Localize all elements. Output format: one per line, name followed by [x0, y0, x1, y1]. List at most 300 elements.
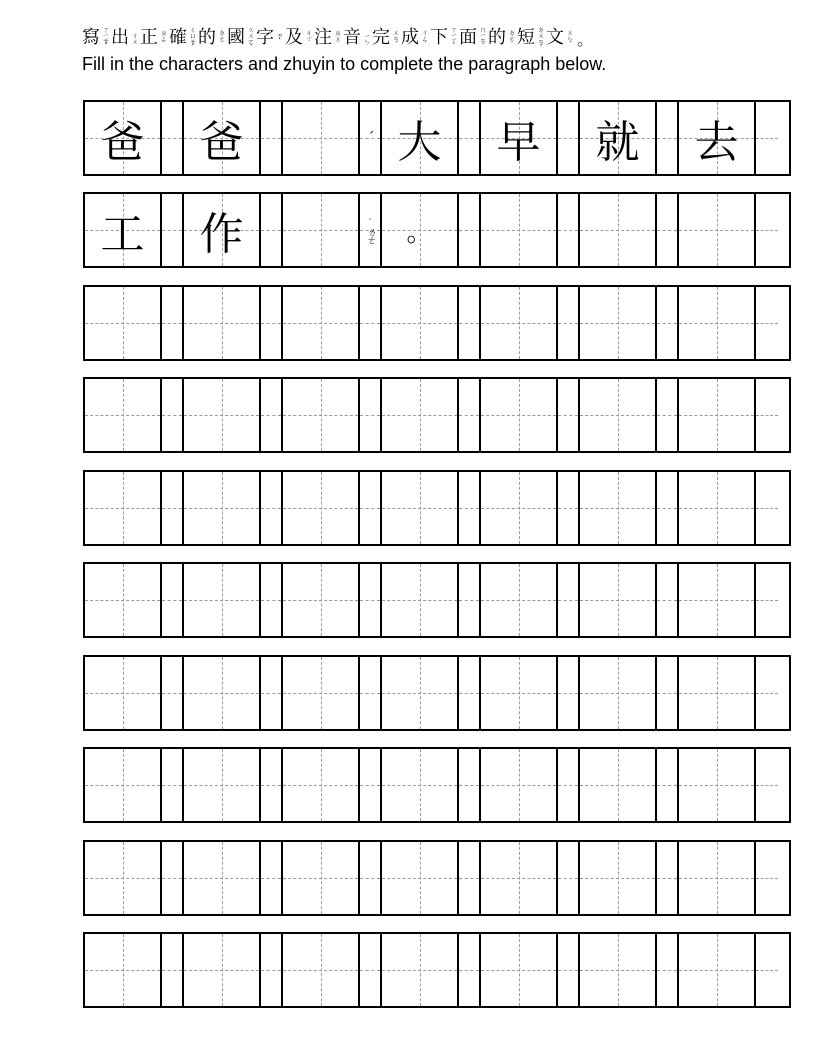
character-text: 大	[397, 117, 442, 168]
character-box[interactable]	[679, 102, 754, 174]
character-text	[184, 934, 259, 1006]
instruction-char-text: 國	[227, 27, 245, 48]
character-text	[85, 379, 160, 451]
zhuyin-text	[261, 194, 281, 266]
character-text	[85, 749, 160, 821]
instruction-char-text: 及	[285, 27, 303, 48]
instruction-char-text: 正	[140, 27, 158, 48]
zhuyin-box[interactable]	[160, 287, 184, 359]
instruction-zhuyin: ㄔㄥˊ	[421, 28, 429, 48]
zhuyin-box[interactable]	[259, 102, 283, 174]
character-box[interactable]	[85, 194, 160, 266]
writing-cell	[580, 934, 679, 1006]
zhuyin-text	[657, 379, 677, 451]
instruction-zhuyin: ㄓㄥˋ	[160, 28, 168, 48]
zhuyin-box[interactable]	[556, 564, 580, 636]
zhuyin-box[interactable]	[259, 842, 283, 914]
zhuyin-box[interactable]	[655, 379, 679, 451]
instruction-zhuyin: ㄨㄣˊ	[566, 28, 574, 48]
character-box[interactable]	[283, 102, 358, 174]
character-box[interactable]	[283, 934, 358, 1006]
zhuyin-box[interactable]	[259, 287, 283, 359]
zhuyin-box[interactable]	[457, 194, 481, 266]
writing-cell	[679, 194, 778, 266]
character-box[interactable]	[679, 194, 754, 266]
zhuyin-box[interactable]	[556, 472, 580, 544]
instruction-char	[227, 26, 256, 51]
zhuyin-box[interactable]	[259, 934, 283, 1006]
writing-cell	[382, 194, 481, 266]
writing-cell	[85, 102, 184, 174]
zhuyin-box[interactable]	[457, 934, 481, 1006]
character-text	[481, 842, 556, 914]
zhuyin-box[interactable]	[358, 749, 382, 821]
zhuyin-box[interactable]	[556, 287, 580, 359]
character-box[interactable]	[679, 934, 754, 1006]
writing-cell	[481, 287, 580, 359]
instruction-zhuyin: ㄉㄜ˙	[218, 28, 226, 48]
character-text	[283, 564, 358, 636]
character-box[interactable]	[382, 564, 457, 636]
instruction-char	[343, 29, 372, 47]
zhuyin-box[interactable]	[655, 657, 679, 729]
zhuyin-box[interactable]	[358, 842, 382, 914]
writing-cell	[85, 194, 184, 266]
zhuyin-text	[756, 657, 778, 729]
character-text	[481, 194, 556, 266]
instruction-char	[285, 29, 314, 47]
zhuyin-text	[162, 287, 182, 359]
zhuyin-box[interactable]	[160, 102, 184, 174]
character-box[interactable]	[580, 842, 655, 914]
writing-cell	[679, 934, 778, 1006]
character-text	[580, 379, 655, 451]
writing-cell	[382, 842, 481, 914]
zhuyin-text	[459, 842, 479, 914]
zhuyin-text	[459, 934, 479, 1006]
zhuyin-box[interactable]	[457, 564, 481, 636]
writing-cell	[184, 749, 283, 821]
zhuyin-box[interactable]	[457, 102, 481, 174]
character-text	[85, 934, 160, 1006]
character-box[interactable]	[382, 657, 457, 729]
zhuyin-box[interactable]	[754, 287, 778, 359]
zhuyin-text	[657, 657, 677, 729]
character-box[interactable]	[481, 379, 556, 451]
zhuyin-box[interactable]	[556, 194, 580, 266]
writing-cell	[481, 842, 580, 914]
character-box[interactable]	[382, 842, 457, 914]
character-box[interactable]	[283, 842, 358, 914]
zhuyin-box[interactable]	[655, 194, 679, 266]
grid-row	[83, 562, 791, 638]
zhuyin-text	[657, 287, 677, 359]
zhuyin-box[interactable]	[754, 657, 778, 729]
zhuyin-box[interactable]	[358, 934, 382, 1006]
zhuyin-box[interactable]	[655, 472, 679, 544]
zhuyin-box[interactable]	[754, 842, 778, 914]
character-box[interactable]	[481, 564, 556, 636]
zhuyin-text	[558, 657, 578, 729]
character-box[interactable]	[580, 379, 655, 451]
zhuyin-text	[360, 379, 380, 451]
instruction-char	[314, 29, 343, 48]
zhuyin-box[interactable]	[655, 934, 679, 1006]
character-box[interactable]	[382, 379, 457, 451]
zhuyin-box[interactable]	[160, 194, 184, 266]
writing-cell	[85, 379, 184, 451]
character-box[interactable]	[481, 194, 556, 266]
zhuyin-box[interactable]	[259, 564, 283, 636]
zhuyin-text	[657, 934, 677, 1006]
writing-cell	[382, 379, 481, 451]
character-box[interactable]	[283, 564, 358, 636]
zhuyin-text	[261, 749, 281, 821]
zhuyin-box[interactable]	[556, 749, 580, 821]
character-box[interactable]	[481, 749, 556, 821]
writing-cell	[679, 287, 778, 359]
instruction-char	[546, 29, 575, 48]
zhuyin-text	[657, 472, 677, 544]
character-box[interactable]	[481, 472, 556, 544]
character-box[interactable]	[382, 194, 457, 266]
character-box[interactable]	[382, 287, 457, 359]
character-box[interactable]	[382, 749, 457, 821]
writing-cell	[85, 657, 184, 729]
zhuyin-text	[756, 749, 778, 821]
grid-row	[83, 192, 791, 268]
character-box[interactable]	[382, 472, 457, 544]
zhuyin-box[interactable]	[556, 657, 580, 729]
instruction-char	[488, 29, 517, 48]
character-text	[481, 657, 556, 729]
grid-row	[83, 747, 791, 823]
character-box[interactable]	[481, 842, 556, 914]
writing-cell	[679, 842, 778, 914]
character-box[interactable]	[283, 379, 358, 451]
zhuyin-box[interactable]	[160, 749, 184, 821]
zhuyin-box[interactable]	[556, 102, 580, 174]
writing-cell	[283, 934, 382, 1006]
instruction-char-text: 寫	[82, 26, 100, 48]
zhuyin-text	[261, 934, 281, 1006]
zhuyin-text	[657, 102, 677, 174]
character-box[interactable]	[85, 842, 160, 914]
zhuyin-box[interactable]	[457, 842, 481, 914]
character-box[interactable]	[184, 749, 259, 821]
character-text	[679, 842, 754, 914]
zhuyin-box[interactable]	[655, 564, 679, 636]
writing-cell	[580, 564, 679, 636]
zhuyin-text	[162, 194, 182, 266]
character-box[interactable]	[85, 934, 160, 1006]
character-box[interactable]	[679, 749, 754, 821]
character-box[interactable]	[283, 749, 358, 821]
instruction-char	[459, 26, 488, 50]
zhuyin-text	[756, 564, 778, 636]
character-text	[580, 564, 655, 636]
zhuyin-box[interactable]	[655, 749, 679, 821]
instruction-char	[198, 29, 227, 48]
zhuyin-box[interactable]	[358, 379, 382, 451]
zhuyin-box[interactable]	[358, 194, 382, 266]
zhuyin-text	[657, 749, 677, 821]
instruction-zhuyin: ㄒㄧㄚˋ	[450, 26, 458, 50]
character-box[interactable]	[85, 102, 160, 174]
character-text	[580, 934, 655, 1006]
writing-cell	[481, 472, 580, 544]
zhuyin-box[interactable]	[754, 379, 778, 451]
character-box[interactable]	[184, 472, 259, 544]
character-box[interactable]	[580, 657, 655, 729]
writing-cell	[580, 102, 679, 174]
instruction-char	[140, 29, 169, 48]
character-text	[85, 287, 160, 359]
character-box[interactable]	[580, 102, 655, 174]
zhuyin-box[interactable]	[655, 102, 679, 174]
zhuyin-box[interactable]	[259, 657, 283, 729]
character-box[interactable]	[85, 749, 160, 821]
zhuyin-box[interactable]	[160, 934, 184, 1006]
character-text	[481, 564, 556, 636]
zhuyin-box[interactable]	[556, 934, 580, 1006]
zhuyin-box[interactable]	[457, 657, 481, 729]
zhuyin-box[interactable]	[754, 194, 778, 266]
character-text	[184, 379, 259, 451]
grid-row	[83, 840, 791, 916]
zhuyin-text	[459, 749, 479, 821]
instruction-char-text: 的	[198, 27, 216, 48]
character-box[interactable]	[481, 102, 556, 174]
zhuyin-box[interactable]	[160, 379, 184, 451]
writing-cell	[481, 749, 580, 821]
zhuyin-box[interactable]	[457, 472, 481, 544]
character-text: 作	[199, 209, 244, 260]
instruction-zhuyin: ㄇㄧㄢˋ	[479, 26, 487, 50]
character-box[interactable]	[184, 287, 259, 359]
zhuyin-box[interactable]	[358, 564, 382, 636]
writing-cell	[580, 749, 679, 821]
character-text	[85, 842, 160, 914]
character-box[interactable]	[679, 657, 754, 729]
character-text	[382, 749, 457, 821]
character-box[interactable]	[580, 287, 655, 359]
character-box[interactable]	[184, 842, 259, 914]
zhuyin-box[interactable]	[358, 657, 382, 729]
character-box[interactable]	[679, 842, 754, 914]
zhuyin-box[interactable]	[457, 379, 481, 451]
character-box[interactable]	[85, 564, 160, 636]
zhuyin-box[interactable]	[358, 287, 382, 359]
character-box[interactable]	[85, 379, 160, 451]
character-box[interactable]	[580, 749, 655, 821]
character-text	[283, 934, 358, 1006]
zhuyin-text	[756, 472, 778, 544]
character-box[interactable]	[481, 657, 556, 729]
instruction-char-text: 的	[488, 27, 506, 48]
character-text	[679, 287, 754, 359]
writing-cell	[580, 657, 679, 729]
writing-cell	[85, 472, 184, 544]
writing-cell	[283, 472, 382, 544]
character-text	[382, 287, 457, 359]
character-box[interactable]	[679, 564, 754, 636]
zhuyin-text	[459, 564, 479, 636]
zhuyin-text	[756, 842, 778, 914]
character-box[interactable]	[184, 934, 259, 1006]
zhuyin-box[interactable]	[754, 564, 778, 636]
character-text	[184, 657, 259, 729]
zhuyin-text	[261, 379, 281, 451]
grid-row	[83, 932, 791, 1008]
zhuyin-text	[558, 472, 578, 544]
character-box[interactable]	[184, 379, 259, 451]
writing-cell	[580, 472, 679, 544]
character-box[interactable]	[580, 934, 655, 1006]
character-text	[382, 564, 457, 636]
writing-cell	[382, 934, 481, 1006]
character-box[interactable]	[184, 564, 259, 636]
instruction-char	[517, 26, 546, 51]
character-text	[184, 842, 259, 914]
writing-cell	[382, 749, 481, 821]
character-box[interactable]	[283, 657, 358, 729]
character-text	[85, 564, 160, 636]
writing-cell	[283, 102, 382, 174]
writing-cell	[283, 842, 382, 914]
writing-cell	[481, 194, 580, 266]
instruction-zhuyin: ㄔㄨ	[131, 32, 139, 44]
character-box[interactable]	[679, 472, 754, 544]
character-text	[184, 472, 259, 544]
zhuyin-box[interactable]	[556, 842, 580, 914]
character-text	[679, 657, 754, 729]
zhuyin-box[interactable]	[754, 749, 778, 821]
instruction-zhuyin: ㄒㄧㄝˇ	[102, 26, 110, 50]
zhuyin-box[interactable]	[259, 472, 283, 544]
writing-cell	[679, 564, 778, 636]
writing-cell	[481, 379, 580, 451]
character-box[interactable]	[184, 102, 259, 174]
zhuyin-box[interactable]	[556, 379, 580, 451]
instruction-zhuyin: ㄉㄨㄢˇ	[537, 25, 545, 51]
zhuyin-text	[360, 934, 380, 1006]
character-box[interactable]	[580, 564, 655, 636]
zhuyin-text	[360, 749, 380, 821]
zhuyin-box[interactable]	[754, 934, 778, 1006]
character-text: 工	[100, 209, 145, 260]
zhuyin-text	[261, 842, 281, 914]
writing-cell	[283, 749, 382, 821]
character-box[interactable]	[580, 194, 655, 266]
zhuyin-box[interactable]	[655, 287, 679, 359]
character-box[interactable]	[481, 934, 556, 1006]
character-box[interactable]	[283, 287, 358, 359]
zhuyin-text	[360, 842, 380, 914]
zhuyin-text	[162, 657, 182, 729]
character-text	[679, 194, 754, 266]
character-box[interactable]	[580, 472, 655, 544]
writing-cell	[679, 657, 778, 729]
character-box[interactable]	[85, 657, 160, 729]
zhuyin-box[interactable]	[655, 842, 679, 914]
zhuyin-box[interactable]	[160, 472, 184, 544]
instruction-char	[82, 26, 111, 50]
character-text	[184, 749, 259, 821]
zhuyin-box[interactable]	[754, 102, 778, 174]
character-text	[283, 472, 358, 544]
writing-cell	[382, 287, 481, 359]
zhuyin-box[interactable]	[259, 379, 283, 451]
zhuyin-box[interactable]	[160, 842, 184, 914]
instruction-char-text: 確	[169, 27, 187, 48]
writing-cell	[85, 749, 184, 821]
instruction-char	[430, 26, 459, 50]
character-text	[679, 564, 754, 636]
instruction-char	[401, 29, 430, 48]
grid-row	[83, 655, 791, 731]
zhuyin-box[interactable]	[754, 472, 778, 544]
character-box[interactable]	[679, 379, 754, 451]
character-box[interactable]	[184, 194, 259, 266]
writing-cell	[184, 287, 283, 359]
instruction-char-text: 完	[372, 27, 390, 48]
writing-cell	[85, 842, 184, 914]
zhuyin-box[interactable]	[160, 564, 184, 636]
character-box[interactable]	[481, 287, 556, 359]
zhuyin-text	[459, 287, 479, 359]
zhuyin-text	[459, 194, 479, 266]
character-text	[283, 657, 358, 729]
zhuyin-text	[558, 102, 578, 174]
character-box[interactable]	[382, 102, 457, 174]
zhuyin-box[interactable]	[259, 194, 283, 266]
instruction-char-text: 文	[546, 27, 564, 48]
character-box[interactable]	[85, 472, 160, 544]
writing-cell	[382, 102, 481, 174]
character-text: 早	[496, 117, 541, 168]
zhuyin-text	[162, 749, 182, 821]
writing-cell	[184, 194, 283, 266]
zhuyin-box[interactable]	[457, 287, 481, 359]
character-box[interactable]	[184, 657, 259, 729]
zhuyin-text	[162, 472, 182, 544]
character-box[interactable]	[283, 194, 358, 266]
instruction-char	[111, 29, 140, 47]
zhuyin-box[interactable]	[358, 472, 382, 544]
zhuyin-text	[360, 564, 380, 636]
zhuyin-box[interactable]	[160, 657, 184, 729]
character-text	[580, 657, 655, 729]
zhuyin-box[interactable]	[358, 102, 382, 174]
character-box[interactable]	[679, 287, 754, 359]
character-text	[580, 194, 655, 266]
character-box[interactable]	[283, 472, 358, 544]
zhuyin-text	[657, 564, 677, 636]
instruction-zhuyin: ㄧㄣ	[363, 32, 371, 44]
instruction-char	[372, 29, 401, 48]
zhuyin-box[interactable]	[457, 749, 481, 821]
character-text	[382, 472, 457, 544]
character-box[interactable]	[382, 934, 457, 1006]
character-box[interactable]	[85, 287, 160, 359]
zhuyin-text	[558, 564, 578, 636]
zhuyin-box[interactable]	[259, 749, 283, 821]
zhuyin-text	[360, 287, 380, 359]
zhuyin-text: ˙ㄌㄜ	[364, 217, 376, 243]
writing-cell	[283, 194, 382, 266]
writing-cell	[679, 749, 778, 821]
